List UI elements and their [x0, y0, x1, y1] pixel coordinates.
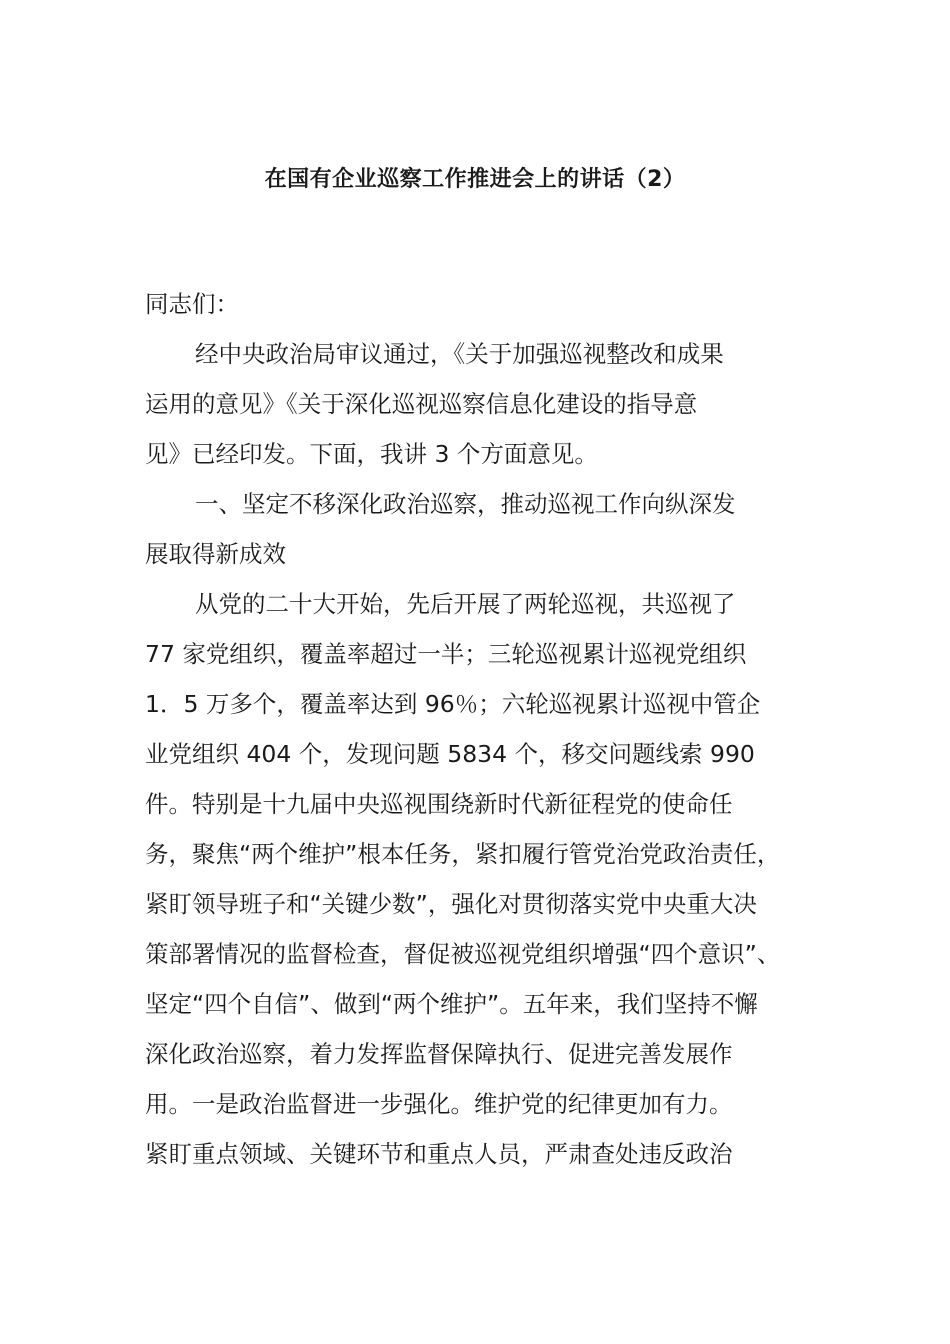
text-line: 务，聚焦“两个维护”根本任务，紧扣履行管党治党政治责任，	[145, 840, 781, 868]
document-title: 在国有企业巡察工作推进会上的讲话（2）	[264, 167, 686, 192]
text-line: 见》已经印发。下面，我讲 3 个方面意见。	[145, 440, 598, 468]
text-line: 一、坚定不移深化政治巡察，推动巡视工作向纵深发	[195, 490, 736, 518]
text-line: 件。特别是十九届中央巡视围绕新时代新征程党的使命任	[145, 790, 733, 818]
text-line: 77 家党组织，覆盖率超过一半；三轮巡视累计巡视党组织	[145, 640, 747, 668]
text-line: 运用的意见》《关于深化巡视巡察信息化建设的指导意	[145, 390, 698, 418]
text-line: 经中央政治局审议通过，《关于加强巡视整改和成果	[195, 340, 724, 368]
text-line: 紧盯重点领域、关键环节和重点人员，严肃查处违反政治	[145, 1140, 733, 1168]
text-line: 深化政治巡察，着力发挥监督保障执行、促进完善发展作	[145, 1040, 733, 1068]
text-line: 策部署情况的监督检查，督促被巡视党组织增强“四个意识”、	[145, 940, 781, 968]
text-line: 从党的二十大开始，先后开展了两轮巡视，共巡视了	[195, 590, 736, 618]
text-line: 展取得新成效	[145, 540, 286, 568]
text-line: 坚定“四个自信”、做到“两个维护”。五年来，我们坚持不懈	[145, 990, 758, 1018]
text-line: 同志们：	[145, 290, 239, 318]
text-line: 用。一是政治监督进一步强化。维护党的纪律更加有力。	[145, 1090, 733, 1118]
text-line: 紧盯领导班子和“关键少数”，强化对贯彻落实党中央重大决	[145, 890, 757, 918]
text-line: 业党组织 404 个，发现问题 5834 个，移交问题线索 990	[145, 740, 755, 768]
document-body	[145, 279, 835, 1179]
text-line: 1．5 万多个，覆盖率达到 96％；六轮巡视累计巡视中管企	[145, 690, 761, 718]
